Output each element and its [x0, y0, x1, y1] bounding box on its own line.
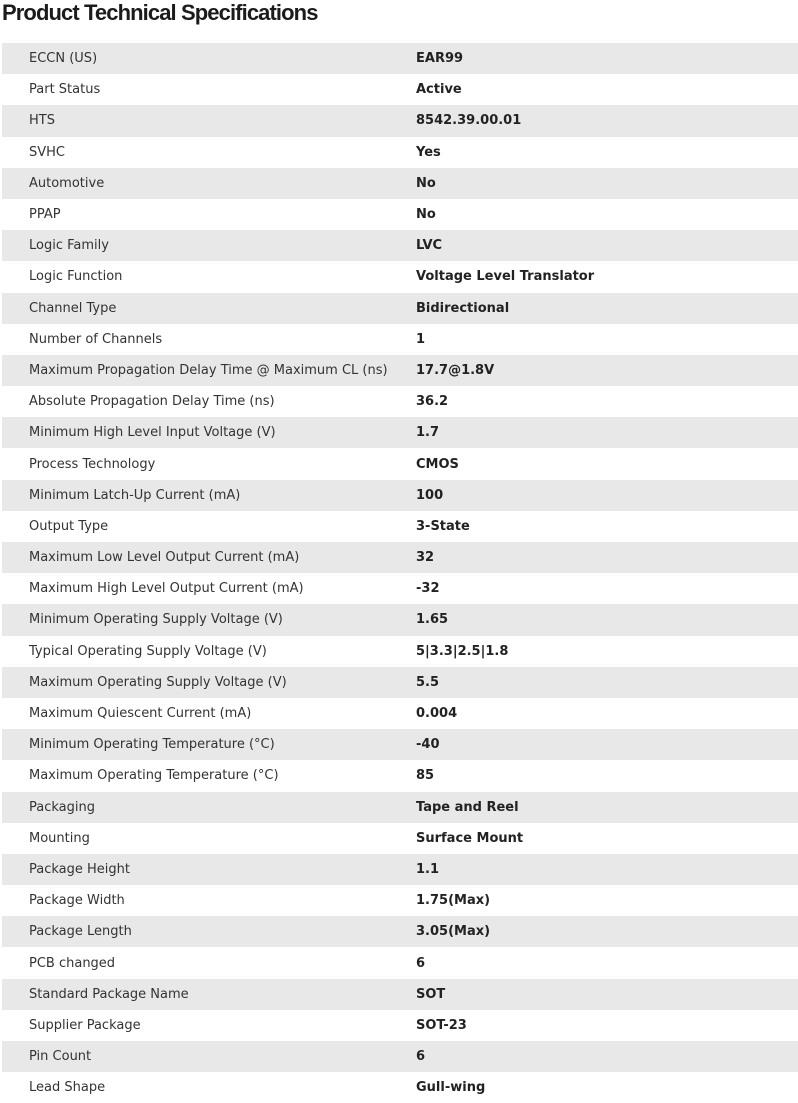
spec-label: Package Width	[29, 893, 125, 909]
spec-value: 5.5	[416, 674, 440, 690]
spec-value: 17.7@1.8V	[416, 362, 495, 378]
spec-row	[2, 480, 798, 511]
spec-label: HTS	[29, 113, 55, 129]
spec-value: LVC	[416, 238, 443, 254]
spec-value: Yes	[416, 144, 441, 160]
spec-value: 1.75(Max)	[416, 893, 491, 909]
spec-row	[2, 448, 798, 479]
spec-row	[2, 604, 798, 635]
spec-label: Minimum Latch-Up Current (mA)	[29, 487, 241, 503]
spec-row	[2, 105, 798, 136]
spec-row	[2, 1010, 798, 1041]
spec-label: Minimum Operating Supply Voltage (V)	[29, 612, 283, 628]
spec-value: 8542.39.00.01	[416, 113, 522, 129]
spec-row	[2, 916, 798, 947]
spec-label: Package Length	[29, 924, 132, 940]
spec-value: No	[416, 175, 436, 191]
spec-value: 36.2	[416, 394, 449, 410]
spec-row	[2, 698, 798, 729]
spec-label: Logic Function	[29, 269, 123, 285]
spec-label: Maximum Operating Temperature (°C)	[29, 768, 279, 784]
spec-label: ECCN (US)	[29, 51, 98, 67]
spec-value: Voltage Level Translator	[416, 269, 595, 285]
page-title: Product Technical Specifications	[2, 0, 318, 25]
spec-label: Minimum High Level Input Voltage (V)	[29, 425, 276, 441]
spec-label: Number of Channels	[29, 331, 163, 347]
spec-value: 3-State	[416, 518, 470, 534]
spec-row	[2, 760, 798, 791]
spec-value: SOT	[416, 986, 446, 1002]
spec-value: No	[416, 207, 436, 223]
spec-row	[2, 168, 798, 199]
spec-row	[2, 74, 798, 105]
spec-label: Typical Operating Supply Voltage (V)	[29, 643, 267, 659]
spec-label: Channel Type	[29, 300, 117, 316]
spec-label: SVHC	[29, 144, 65, 160]
spec-value: 32	[416, 550, 435, 566]
spec-row	[2, 355, 798, 386]
spec-row	[2, 947, 798, 978]
spec-label: PPAP	[29, 207, 61, 223]
spec-label: Maximum High Level Output Current (mA)	[29, 581, 304, 597]
spec-label: Maximum Quiescent Current (mA)	[29, 706, 252, 722]
spec-label: Maximum Low Level Output Current (mA)	[29, 550, 300, 566]
spec-label: Maximum Propagation Delay Time @ Maximum CL (ns)	[29, 362, 388, 378]
spec-row	[2, 199, 798, 230]
spec-label: Absolute Propagation Delay Time (ns)	[29, 394, 275, 410]
spec-row	[2, 137, 798, 168]
spec-row	[2, 542, 798, 573]
spec-label: Lead Shape	[29, 1080, 106, 1096]
spec-value: Surface Mount	[416, 830, 524, 846]
spec-value: EAR99	[416, 51, 464, 67]
spec-row	[2, 729, 798, 760]
spec-row	[2, 1072, 798, 1103]
spec-row	[2, 324, 798, 355]
spec-row	[2, 573, 798, 604]
spec-value: 100	[416, 487, 444, 503]
spec-value: Tape and Reel	[416, 799, 519, 815]
spec-row	[2, 979, 798, 1010]
spec-label: Minimum Operating Temperature (°C)	[29, 737, 275, 753]
spec-value: -40	[416, 737, 440, 753]
spec-value: 1.7	[416, 425, 440, 441]
spec-value: 1	[416, 331, 426, 347]
spec-value: Active	[416, 82, 462, 98]
spec-value: Gull-wing	[416, 1080, 486, 1096]
spec-label: Mounting	[29, 830, 90, 846]
spec-label: Logic Family	[29, 238, 109, 254]
spec-label: Process Technology	[29, 456, 156, 472]
spec-label: Packaging	[29, 799, 95, 815]
spec-row	[2, 261, 798, 292]
spec-row	[2, 293, 798, 324]
spec-row	[2, 636, 798, 667]
spec-label: Package Height	[29, 861, 130, 877]
spec-value: 85	[416, 768, 435, 784]
spec-value: SOT-23	[416, 1017, 467, 1033]
spec-value: 6	[416, 1049, 426, 1065]
spec-value: 0.004	[416, 706, 458, 722]
spec-row	[2, 885, 798, 916]
spec-row	[2, 823, 798, 854]
spec-label: Part Status	[29, 82, 101, 98]
spec-table	[2, 43, 798, 1103]
spec-value: 1.65	[416, 612, 449, 628]
spec-label: PCB changed	[29, 955, 116, 971]
spec-value: 6	[416, 955, 426, 971]
spec-label: Supplier Package	[29, 1017, 141, 1033]
spec-label: Automotive	[29, 175, 105, 191]
spec-label: Pin Count	[29, 1049, 92, 1065]
spec-value: 5|3.3|2.5|1.8	[416, 643, 509, 659]
spec-value: Bidirectional	[416, 300, 510, 316]
spec-row	[2, 386, 798, 417]
spec-row	[2, 43, 798, 74]
spec-label: Output Type	[29, 518, 109, 534]
spec-label: Standard Package Name	[29, 986, 189, 1002]
spec-value: CMOS	[416, 456, 459, 472]
spec-row	[2, 230, 798, 261]
spec-row	[2, 667, 798, 698]
spec-row	[2, 792, 798, 823]
spec-row	[2, 511, 798, 542]
spec-value: 3.05(Max)	[416, 924, 491, 940]
spec-row	[2, 1041, 798, 1072]
spec-label: Maximum Operating Supply Voltage (V)	[29, 674, 287, 690]
spec-row	[2, 854, 798, 885]
spec-value: 1.1	[416, 861, 440, 877]
spec-value: -32	[416, 581, 440, 597]
spec-row	[2, 417, 798, 448]
